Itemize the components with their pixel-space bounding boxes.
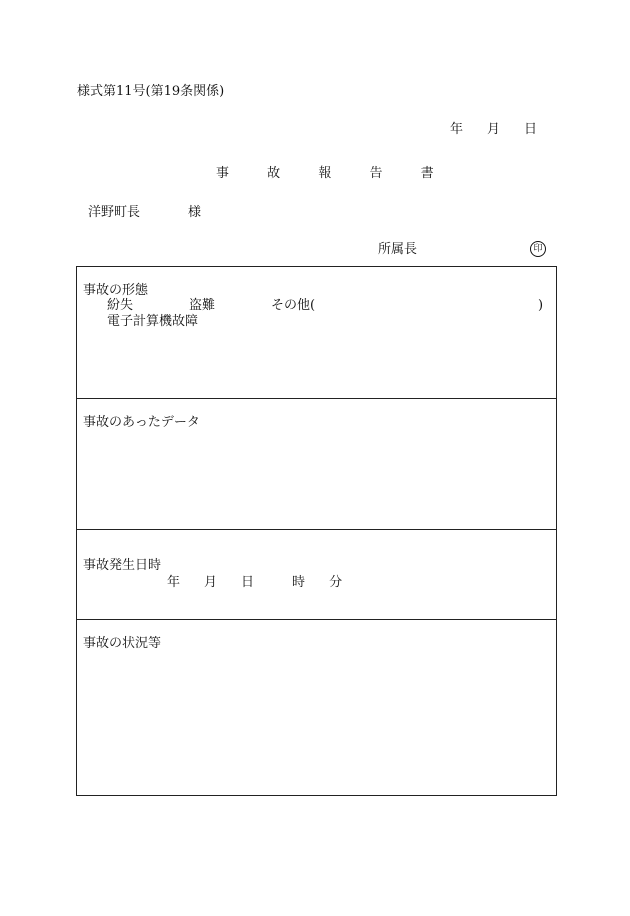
date-year-label: 年 <box>450 122 464 137</box>
type-option-other: その他( <box>271 298 316 313</box>
affected-data-label: 事故のあったデータ <box>83 415 200 430</box>
dt-year-label: 年 <box>167 575 181 590</box>
title-char: 故 <box>267 166 281 181</box>
dt-month-label: 月 <box>204 575 218 590</box>
title-char: 報 <box>318 166 332 181</box>
occurrence-datetime-label: 事故発生日時 <box>83 558 162 573</box>
accident-type-label: 事故の形態 <box>83 283 149 298</box>
report-date <box>450 122 537 138</box>
addressee <box>88 205 201 221</box>
title-char: 書 <box>420 166 434 181</box>
honorific: 様 <box>188 205 202 220</box>
form-number: 様式第11号(第19条関係) <box>77 84 225 99</box>
reporter-title: 所属長 <box>378 242 418 257</box>
datetime-units <box>167 575 342 591</box>
dt-minute-label: 分 <box>329 575 343 590</box>
title-char: 事 <box>216 166 230 181</box>
accident-type-section <box>77 267 556 399</box>
situation-section <box>77 620 556 797</box>
document-title <box>216 166 434 182</box>
addressee-name: 洋野町長 <box>88 205 141 220</box>
situation-label: 事故の状況等 <box>83 636 162 651</box>
dt-hour-label: 時 <box>292 575 306 590</box>
type-option-theft: 盗難 <box>189 298 216 313</box>
type-option-other-close: ) <box>538 298 544 313</box>
type-option-computer-failure: 電子計算機故障 <box>107 314 199 329</box>
type-option-loss: 紛失 <box>107 298 134 313</box>
occurrence-datetime-section <box>77 530 556 620</box>
date-day-label: 日 <box>524 122 538 137</box>
date-month-label: 月 <box>487 122 501 137</box>
affected-data-section <box>77 399 556 530</box>
title-char: 告 <box>369 166 383 181</box>
report-form-table <box>76 266 557 796</box>
dt-day-label: 日 <box>241 575 255 590</box>
seal-mark: 印 <box>530 241 546 257</box>
